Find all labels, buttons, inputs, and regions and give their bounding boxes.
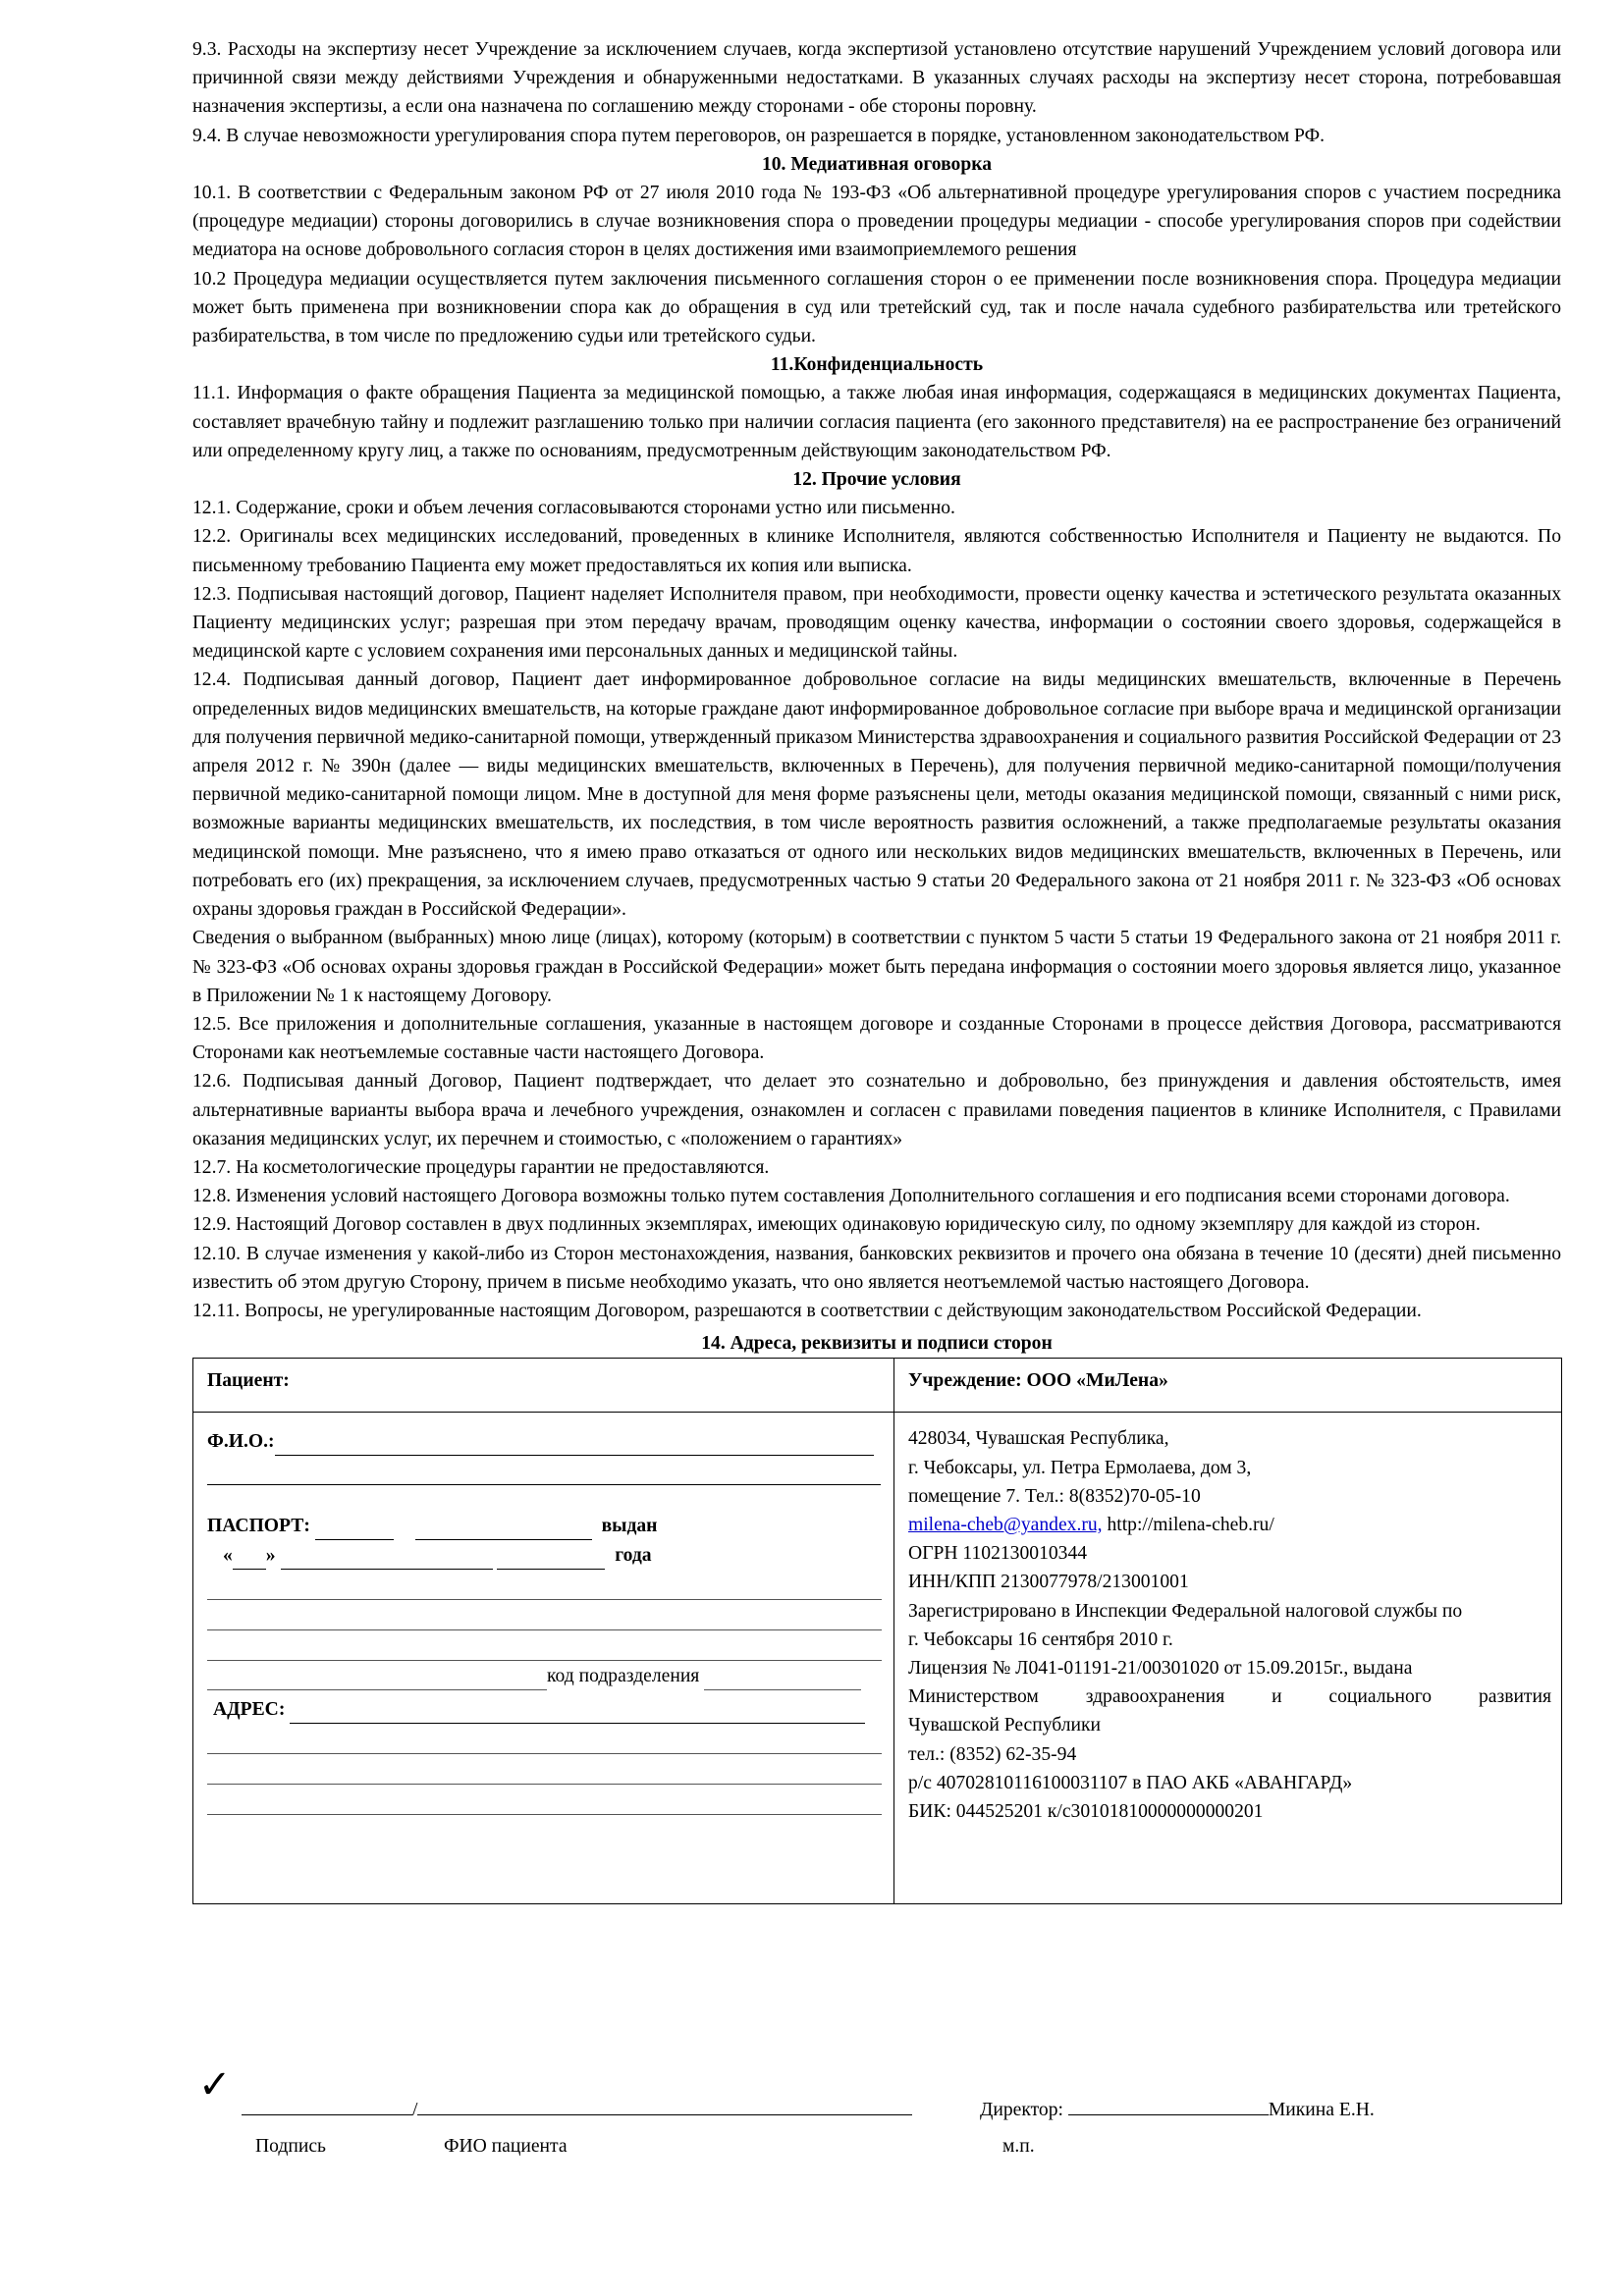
patient-signature-field[interactable]: [242, 2095, 412, 2115]
org-address-1: 428034, Чувашская Республика,: [908, 1428, 1169, 1450]
clause-12-9: 12.9. Настоящий Договор составлен в двух подлинных экземплярах, имеющих одинаковую юридическую силу, по одному экземпляру для каждой из сторон.: [192, 1214, 1481, 1236]
clause-12-11: 12.11. Вопросы, не урегулированные настоящим Договором, разрешаются в соответствии с действующим законодательством Российской Федерации.: [192, 1300, 1422, 1321]
passport-number-field[interactable]: [415, 1518, 592, 1540]
section-10-heading: 10. Медиативная оговорка: [761, 153, 993, 175]
clause-12-7: 12.7. На косметологические процедуры гарантии не предоставляются.: [192, 1156, 770, 1178]
requisites-table: [192, 1358, 1562, 1904]
division-code-field[interactable]: [704, 1668, 861, 1690]
section-11-heading: 11.Конфиденциальность: [770, 354, 984, 376]
address-field-2[interactable]: [207, 1724, 882, 1754]
clause-10-2: 10.2 Процедура медиации осуществляется путем заключения письменного соглашения сторон о ее применении после возникновения спора. Процедура медиации может быть применена при возникновении спора как до обращения в суд или третейский суд, так и после начала судебного разбирательства или третейского разбирательства, в том числе по предложению судьи или третейского судьи.: [192, 268, 1561, 347]
org-website: http://milena-cheb.ru/: [1102, 1514, 1274, 1535]
clause-12-6: 12.6. Подписывая данный Договор, Пациент подтверждает, что делает это сознательно и добровольно, без принуждения и давления обстоятельств, имея альтернативные варианты выбора врача и лечебного учреждения, ознакомлен и согласен с правилами поведения пациентов в клинике Исполнителя, с Правилами оказания медицинских услуг, их перечнем и стоимостью, с «положением о гарантиях»: [192, 1071, 1561, 1149]
director-label: Директор:: [980, 2100, 1063, 2120]
check-mark-icon: ✓: [198, 2062, 232, 2108]
organization-header: Учреждение: ООО «МиЛена»: [894, 1359, 1562, 1413]
patient-name-caption: ФИО пациента: [444, 2136, 568, 2157]
passport-year-field[interactable]: [497, 1547, 605, 1570]
organization-details: [894, 1413, 1562, 1904]
clause-9-3: 9.3. Расходы на экспертизу несет Учреждение за исключением случаев, когда экспертизой установлено отсутствие нарушений Учреждением условий договора или причинной связи между действиями Учреждения и обнаруженными недостатками. В указанных случаях расходы на экспертизу несет сторона, потребовавшая назначения экспертизы, а если она назначена по соглашению между сторонами - обе стороны поровну.: [192, 39, 1561, 118]
org-bik: БИК: 044525201 к/с30101810000000000201: [908, 1800, 1264, 1822]
clause-12-5: 12.5. Все приложения и дополнительные соглашения, указанные в настоящем договоре и созданные Сторонами в процессе действия Договора, рассматриваются Сторонами как неотъемлемые составные части настоящего Договора.: [192, 1013, 1561, 1064]
passport-issuer-field-1[interactable]: [207, 1570, 882, 1600]
division-code-line: [207, 1661, 884, 1690]
clause-9-4: 9.4. В случае невозможности урегулирования спора путем переговоров, он разрешается в порядке, установленном законодательством РФ.: [192, 125, 1325, 146]
org-address-2: г. Чебоксары, ул. Петра Ермолаева, дом 3,: [908, 1457, 1252, 1478]
clause-12-4: 12.4. Подписывая данный договор, Пациент дает информированное добровольное согласие на виды медицинских вмешательств, включенные в Перечень определенных видов медицинских вмешательств, на которые граждане дают информированное добровольное согласие при выборе врача и медицинской организации для получения первичной медико-санитарной помощи, утвержденный приказом Министерства здравоохранения и социального развития Российской Федерации от 23 апреля 2012 г. № 390н (далее — виды медицинских вмешательств, включенных в Перечень), для получения первичной медико-санитарной помощи/получения первичной медико-санитарной помощи лицом. Мне в доступной для меня форме разъяснены цели, методы оказания медицинской помощи, связанный с ними риск, возможные варианты медицинских вмешательств, их последствия, в том числе вероятность развития осложнений, а также предполагаемые результаты оказания медицинской помощи. Мне разъяснено, что я имею право отказаться от одного или нескольких видов медицинских вмешательств, включенных в Перечень, или потребовать его (их) прекращения, за исключением случаев, предусмотренных частью 9 статьи 20 Федерального закона от 21 ноября 2011 г. № 323-ФЗ «Об основах охраны здоровья граждан в Российской Федерации».: [192, 669, 1561, 921]
org-license-1: Лицензия № Л041-01191-21/00301020 от 15.09.2015г., выдана: [908, 1657, 1413, 1679]
org-ogrn: ОГРН 1102130010344: [908, 1543, 1088, 1565]
org-address-3: помещение 7. Тел.: 8(8352)70-05-10: [908, 1485, 1201, 1507]
address-line: [207, 1694, 884, 1724]
signature-block: [192, 2062, 1567, 2157]
passport-line: [207, 1511, 884, 1540]
passport-day-field[interactable]: [233, 1547, 266, 1570]
fio-field-2[interactable]: [207, 1463, 881, 1485]
clause-10-1: 10.1. В соответствии с Федеральным законом РФ от 27 июля 2010 года № 193-ФЗ «Об альтернативной процедуре урегулирования споров с участием посредника (процедуре медиации) стороны договорились в случае возникновения спора о проведении процедуры медиации - способе урегулирования споров при содействии медиатора на основе добровольного согласия сторон в целях достижения ими взаимоприемлемого решения: [192, 183, 1561, 261]
passport-series-field[interactable]: [315, 1518, 394, 1540]
patient-signature-line: /: [242, 2095, 912, 2121]
clause-12-2: 12.2. Оригиналы всех медицинских исследований, проведенных в клинике Исполнителя, являются собственностью Исполнителя и Пациенту не выдаются. По письменному требованию Пациента ему может предоставляться их копия или выписка.: [192, 526, 1561, 576]
clause-12-8: 12.8. Изменения условий настоящего Договора возможны только путем составления Дополнительного соглашения и его подписания всеми сторонами договора.: [192, 1186, 1510, 1207]
org-inn: ИНН/КПП 2130077978/213001001: [908, 1572, 1189, 1593]
patient-fields: [193, 1413, 894, 1904]
org-account: р/с 40702810116100031107 в ПАО АКБ «АВАНГАРД»: [908, 1772, 1353, 1793]
passport-issuer-field-2[interactable]: [207, 1600, 882, 1630]
fio-field[interactable]: [275, 1433, 874, 1456]
address-field[interactable]: [290, 1701, 865, 1724]
issued-label: выдан: [601, 1516, 658, 1537]
clause-12-1: 12.1. Содержание, сроки и объем лечения согласовываются сторонами устно или письменно.: [192, 498, 955, 519]
patient-name-field[interactable]: [417, 2095, 759, 2115]
org-registration-1: Зарегистрировано в Инспекции Федеральной налоговой службы по: [908, 1600, 1463, 1622]
section-12-heading: 12. Прочие условия: [792, 469, 961, 491]
org-contacts: [908, 1511, 1551, 1539]
address-label: АДРЕС:: [213, 1699, 286, 1721]
org-license-3: Чувашской Республики: [908, 1715, 1102, 1736]
clause-12-3: 12.3. Подписывая настоящий договор, Пациент наделяет Исполнителя правом, при необходимости, провести оценку качества и эстетического результата оказанных Пациенту медицинских услуг; разрешая при этом передачу врачам, проводящим оценку качества, информации о состоянии своего здоровья, содержащейся в медицинской карте с условием сохранения ими персональных данных и медицинской тайны.: [192, 583, 1561, 663]
fio-label: Ф.И.О.:: [207, 1431, 275, 1453]
director-line: [980, 2095, 1375, 2121]
fio-line: [207, 1426, 884, 1456]
org-phone: тел.: (8352) 62-35-94: [908, 1743, 1077, 1765]
year-label: года: [615, 1545, 652, 1567]
org-email-link[interactable]: milena-cheb@yandex.ru,: [908, 1514, 1103, 1535]
address-field-4[interactable]: [207, 1785, 882, 1815]
division-code-label: код подразделения: [547, 1666, 700, 1687]
signature-caption: Подпись: [255, 2136, 326, 2157]
passport-issuer-field-3[interactable]: [207, 1630, 882, 1661]
passport-month-field[interactable]: [281, 1547, 493, 1570]
section-14-heading: 14. Адреса, реквизиты и подписи сторон: [701, 1333, 1053, 1355]
org-registration-2: г. Чебоксары 16 сентября 2010 г.: [908, 1629, 1173, 1650]
director-name: Микина Е.Н.: [1268, 2100, 1375, 2120]
org-license-2: Министерством здравоохранения и социального развития: [908, 1686, 1551, 1708]
clause-12-4-consent: Сведения о выбранном (выбранных) мною лице (лицах), которому (которым) в соответствии с пунктом 5 части 5 статьи 19 Федерального закона от 21 ноября 2011 г. № 323-ФЗ «Об основах охраны здоровья граждан в Российской Федерации» может быть передана информация о состоянии моего здоровья является лицо, указанное в Приложении № 1 к настоящему Договору.: [192, 928, 1561, 1006]
document-page: [192, 35, 1561, 1904]
patient-header: Пациент:: [193, 1359, 894, 1413]
passport-date-line: « » года: [207, 1540, 884, 1570]
clause-11-1: 11.1. Информация о факте обращения Пациента за медицинской помощью, а также любая иная информация, содержащаяся в медицинских документах Пациента, составляет врачебную тайну и подлежит разглашению только при наличии согласия пациента (его законного представителя) на ее распространение без ограничений или определенному кругу лиц, а также по основаниям, предусмотренным действующим законодательством РФ.: [192, 383, 1561, 461]
address-field-3[interactable]: [207, 1754, 882, 1785]
clause-12-10: 12.10. В случае изменения у какой-либо из Сторон местонахождения, названия, банковских реквизитов и прочего она обязана в течение 10 (десяти) дней письменно известить об этом другую Сторону, причем в письме необходимо указать, что оно является неотъемлемой частью настоящего Договора.: [192, 1243, 1561, 1293]
director-signature-field[interactable]: [1068, 2095, 1269, 2115]
passport-label: ПАСПОРТ:: [207, 1516, 310, 1537]
stamp-caption: м.п.: [1002, 2136, 1035, 2157]
